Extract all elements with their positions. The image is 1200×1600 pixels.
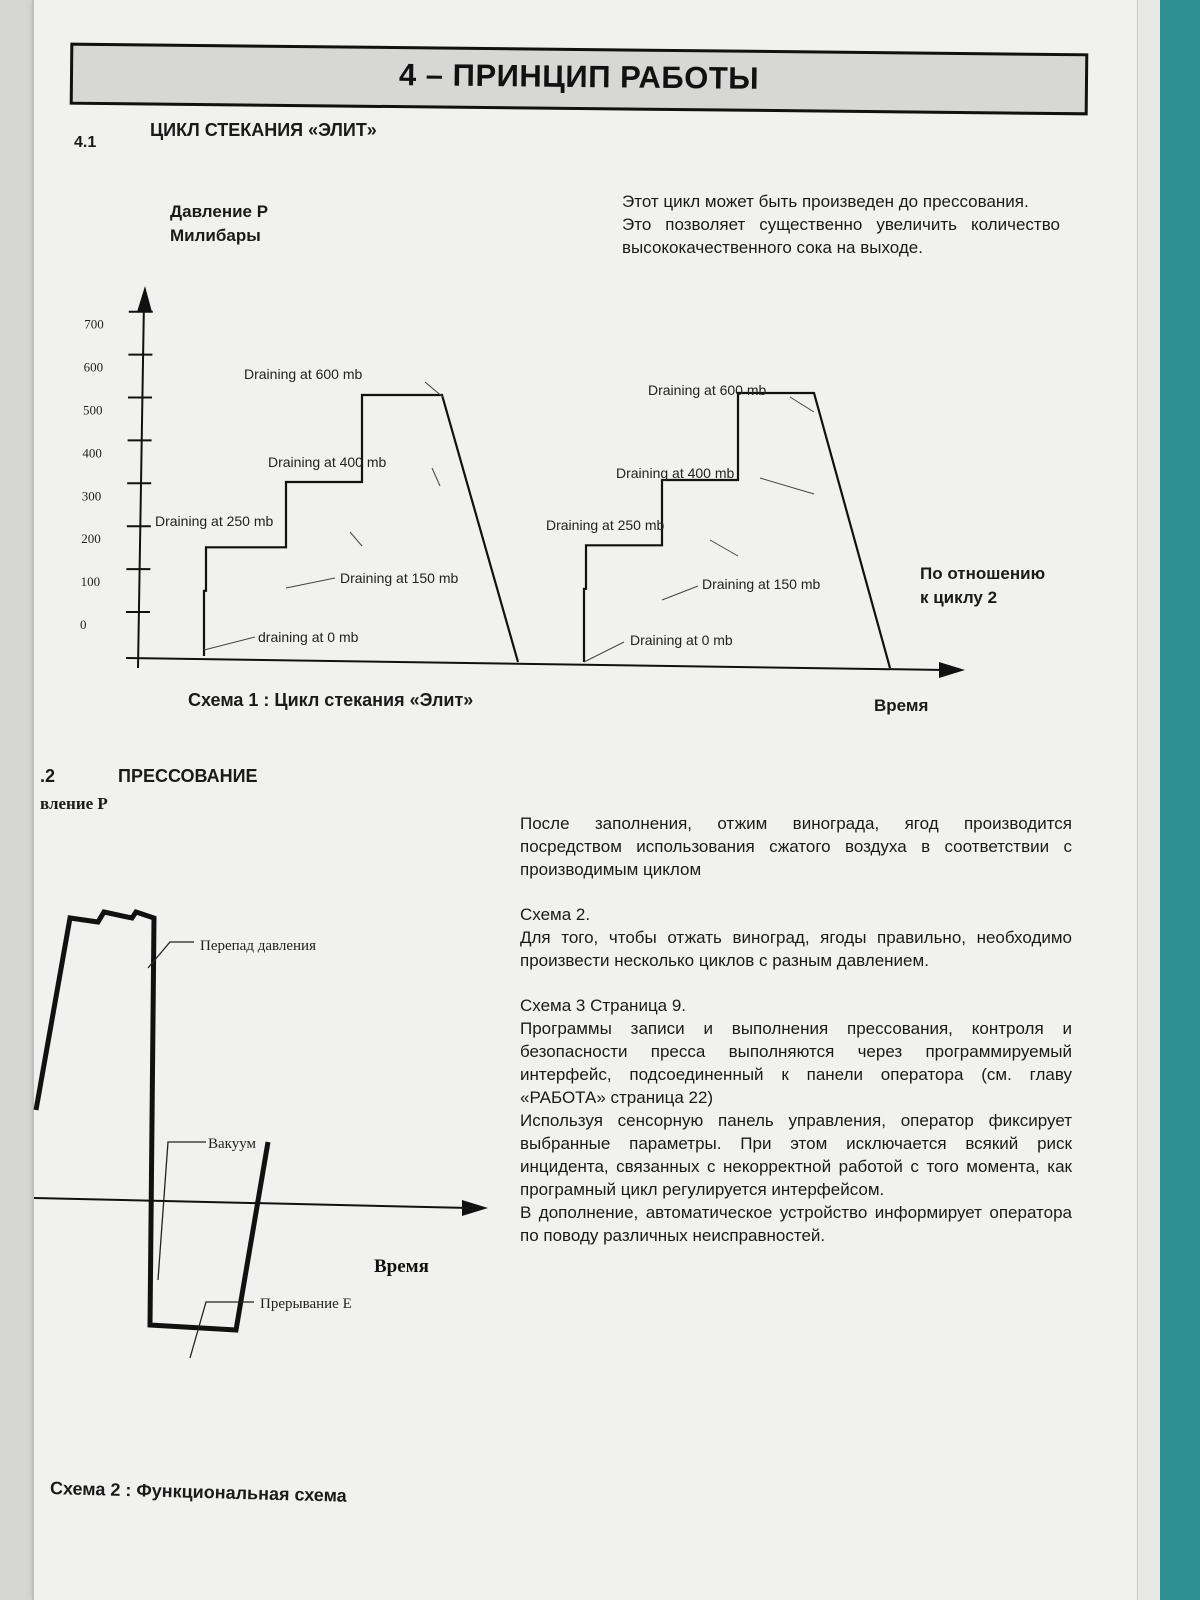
step-label: Draining at 400 mb: [616, 465, 735, 481]
y-tick-label: 200: [81, 531, 101, 547]
paragraph: Схема 2.: [520, 905, 591, 924]
section-title: ЦИКЛ СТЕКАНИЯ «ЭЛИТ»: [150, 120, 377, 140]
y-tick-label: 700: [84, 316, 104, 332]
y-tick-label: 0: [80, 617, 87, 632]
cycle2-note-line1: По отношению: [920, 564, 1046, 583]
y-tick-label: 100: [80, 574, 101, 590]
y-tick-label: 500: [83, 402, 103, 418]
step-label: Draining at 250 mb: [155, 513, 274, 529]
step-label: Draining at 150 mb: [702, 576, 821, 592]
vacuum-label: Вакуум: [208, 1136, 257, 1152]
paragraph: Для того, чтобы отжать виноград, ягоды правильно, необходимо произвести несколько циклов с разным давлением.: [520, 928, 1072, 970]
step-label: Draining at 150 mb: [340, 570, 459, 586]
paragraph: Программы записи и выполнения прессования, контроля и безопасности пресса выполняются через программируемый интерфейс, подсоединенный к панели оператора (см. главу «РАБОТА» страница 22): [520, 1019, 1072, 1107]
step-label: Draining at 400 mb: [268, 454, 387, 470]
pressure-axis-label: вление P: [40, 794, 108, 813]
y-tick-label: 400: [82, 445, 102, 461]
section-number: 4.1: [74, 134, 97, 151]
pressing-description: [520, 812, 1072, 1247]
page-title: 4 – ПРИНЦИП РАБОТЫ: [398, 57, 760, 96]
vacuum-leader: [158, 1142, 206, 1280]
step-label: Draining at 600 mb: [244, 366, 363, 382]
cycle2-note-line2: к циклу 2: [920, 588, 998, 607]
section-title-2: ПРЕССОВАНИЕ: [118, 766, 258, 786]
step-label: Draining at 0 mb: [630, 632, 733, 648]
interruption-label: Прерывание E: [260, 1296, 352, 1312]
figure-caption-1: Схема 1 : Цикл стекания «Элит»: [188, 690, 474, 710]
paragraph: В дополнение, автоматическое устройство информирует оператора по поводу различных неисправностей.: [520, 1203, 1072, 1245]
step-label: Draining at 250 mb: [546, 517, 665, 533]
time-axis-label-2: Время: [374, 1256, 429, 1277]
y-tick-label: 300: [81, 488, 102, 504]
y-tick-label: 600: [83, 359, 104, 375]
paragraph-line: Это позволяет существенно увеличить количество высококачественного сока на выходе.: [622, 215, 1060, 257]
section-number-2: .2: [40, 766, 56, 786]
paragraph: Схема 3 Страница 9.: [520, 996, 687, 1015]
time-axis-arrow: [462, 1200, 488, 1216]
paragraph-line: Этот цикл может быть произведен до прессования.: [622, 192, 1029, 211]
step-label: draining at 0 mb: [258, 629, 359, 645]
step-label: Draining at 600 mb: [648, 382, 767, 398]
figure-caption-2: Схема 2 : Функциональная схема: [49, 1478, 347, 1506]
paragraph: Используя сенсорную панель управления, оператор фиксирует выбранные параметры. При этом исключается всякий риск инцидента, связанных с некорректной работой с того момента, как програмный цикл регулируется интерфейсом.: [520, 1111, 1072, 1199]
y-axis-label-line2: Милибары: [170, 226, 261, 245]
paragraph: После заполнения, отжим винограда, ягод производится посредством использования сжатого воздуха в соответствии с производимым циклом: [520, 814, 1072, 879]
x-axis-label: Время: [874, 696, 929, 715]
pressure-drop-label: Перепад давления: [200, 938, 316, 954]
y-axis-label-line1: Давление P: [170, 202, 269, 221]
time-axis-line: [34, 1198, 470, 1208]
pressure-cycle-curve: [36, 912, 268, 1330]
